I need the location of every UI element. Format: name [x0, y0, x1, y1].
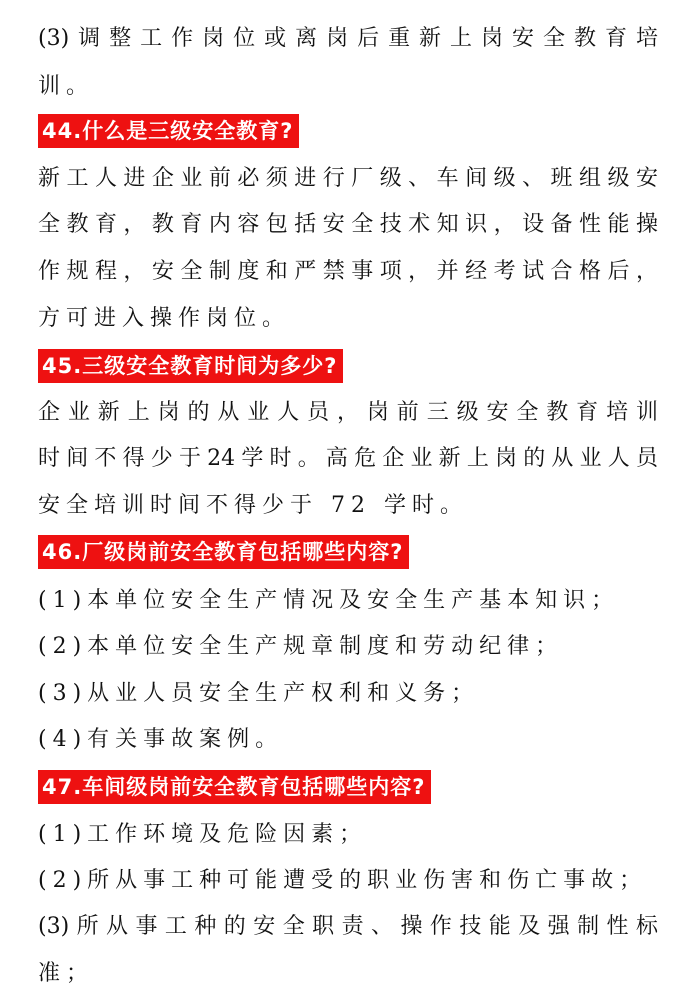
q44-answer-line3: 作规程，安全制度和严禁事项，并经考试合格后，	[38, 259, 658, 284]
q46-item4: (4)有关事故案例。	[38, 727, 284, 752]
q47-item2: (2)所从事工种可能遭受的职业伤害和伤亡事故；	[38, 868, 648, 893]
q45-answer-line1: 企业新上岗的从业人员，岗前三级安全教育培训	[38, 400, 658, 425]
q44-heading: 44.什么是三级安全教育?	[38, 114, 299, 148]
q46-item3: (3)从业人员安全生产权利和义务；	[38, 681, 480, 706]
q43-item3-line1: (3)调整工作岗位或离岗后重新上岗安全教育培	[38, 26, 658, 51]
q46-item2: (2)本单位安全生产规章制度和劳动纪律；	[38, 634, 564, 659]
q47-item3-line2: 准；	[38, 961, 95, 986]
q47-item1: (1)工作环境及危险因素；	[38, 822, 368, 847]
q45-heading: 45.三级安全教育时间为多少?	[38, 349, 343, 383]
q45-answer-line2: 时间不得少于24学时。高危企业新上岗的从业人员	[38, 446, 658, 471]
q44-answer-line1: 新工人进企业前必须进行厂级、车间级、班组级安	[38, 166, 658, 191]
q47-item3-line1: (3)所从事工种的安全职责、操作技能及强制性标	[38, 914, 658, 939]
q44-answer-line4: 方可进入操作岗位。	[38, 306, 291, 331]
q46-item1: (1)本单位安全生产情况及安全生产基本知识；	[38, 588, 620, 613]
q43-item3-line2: 训。	[38, 74, 95, 99]
q45-answer-line3: 安全培训时间不得少于 72 学时。	[38, 493, 468, 518]
q46-heading: 46.厂级岗前安全教育包括哪些内容?	[38, 535, 409, 569]
q47-heading: 47.车间级岗前安全教育包括哪些内容?	[38, 770, 431, 804]
q44-answer-line2: 全教育，教育内容包括安全技术知识，设备性能操	[38, 212, 658, 237]
